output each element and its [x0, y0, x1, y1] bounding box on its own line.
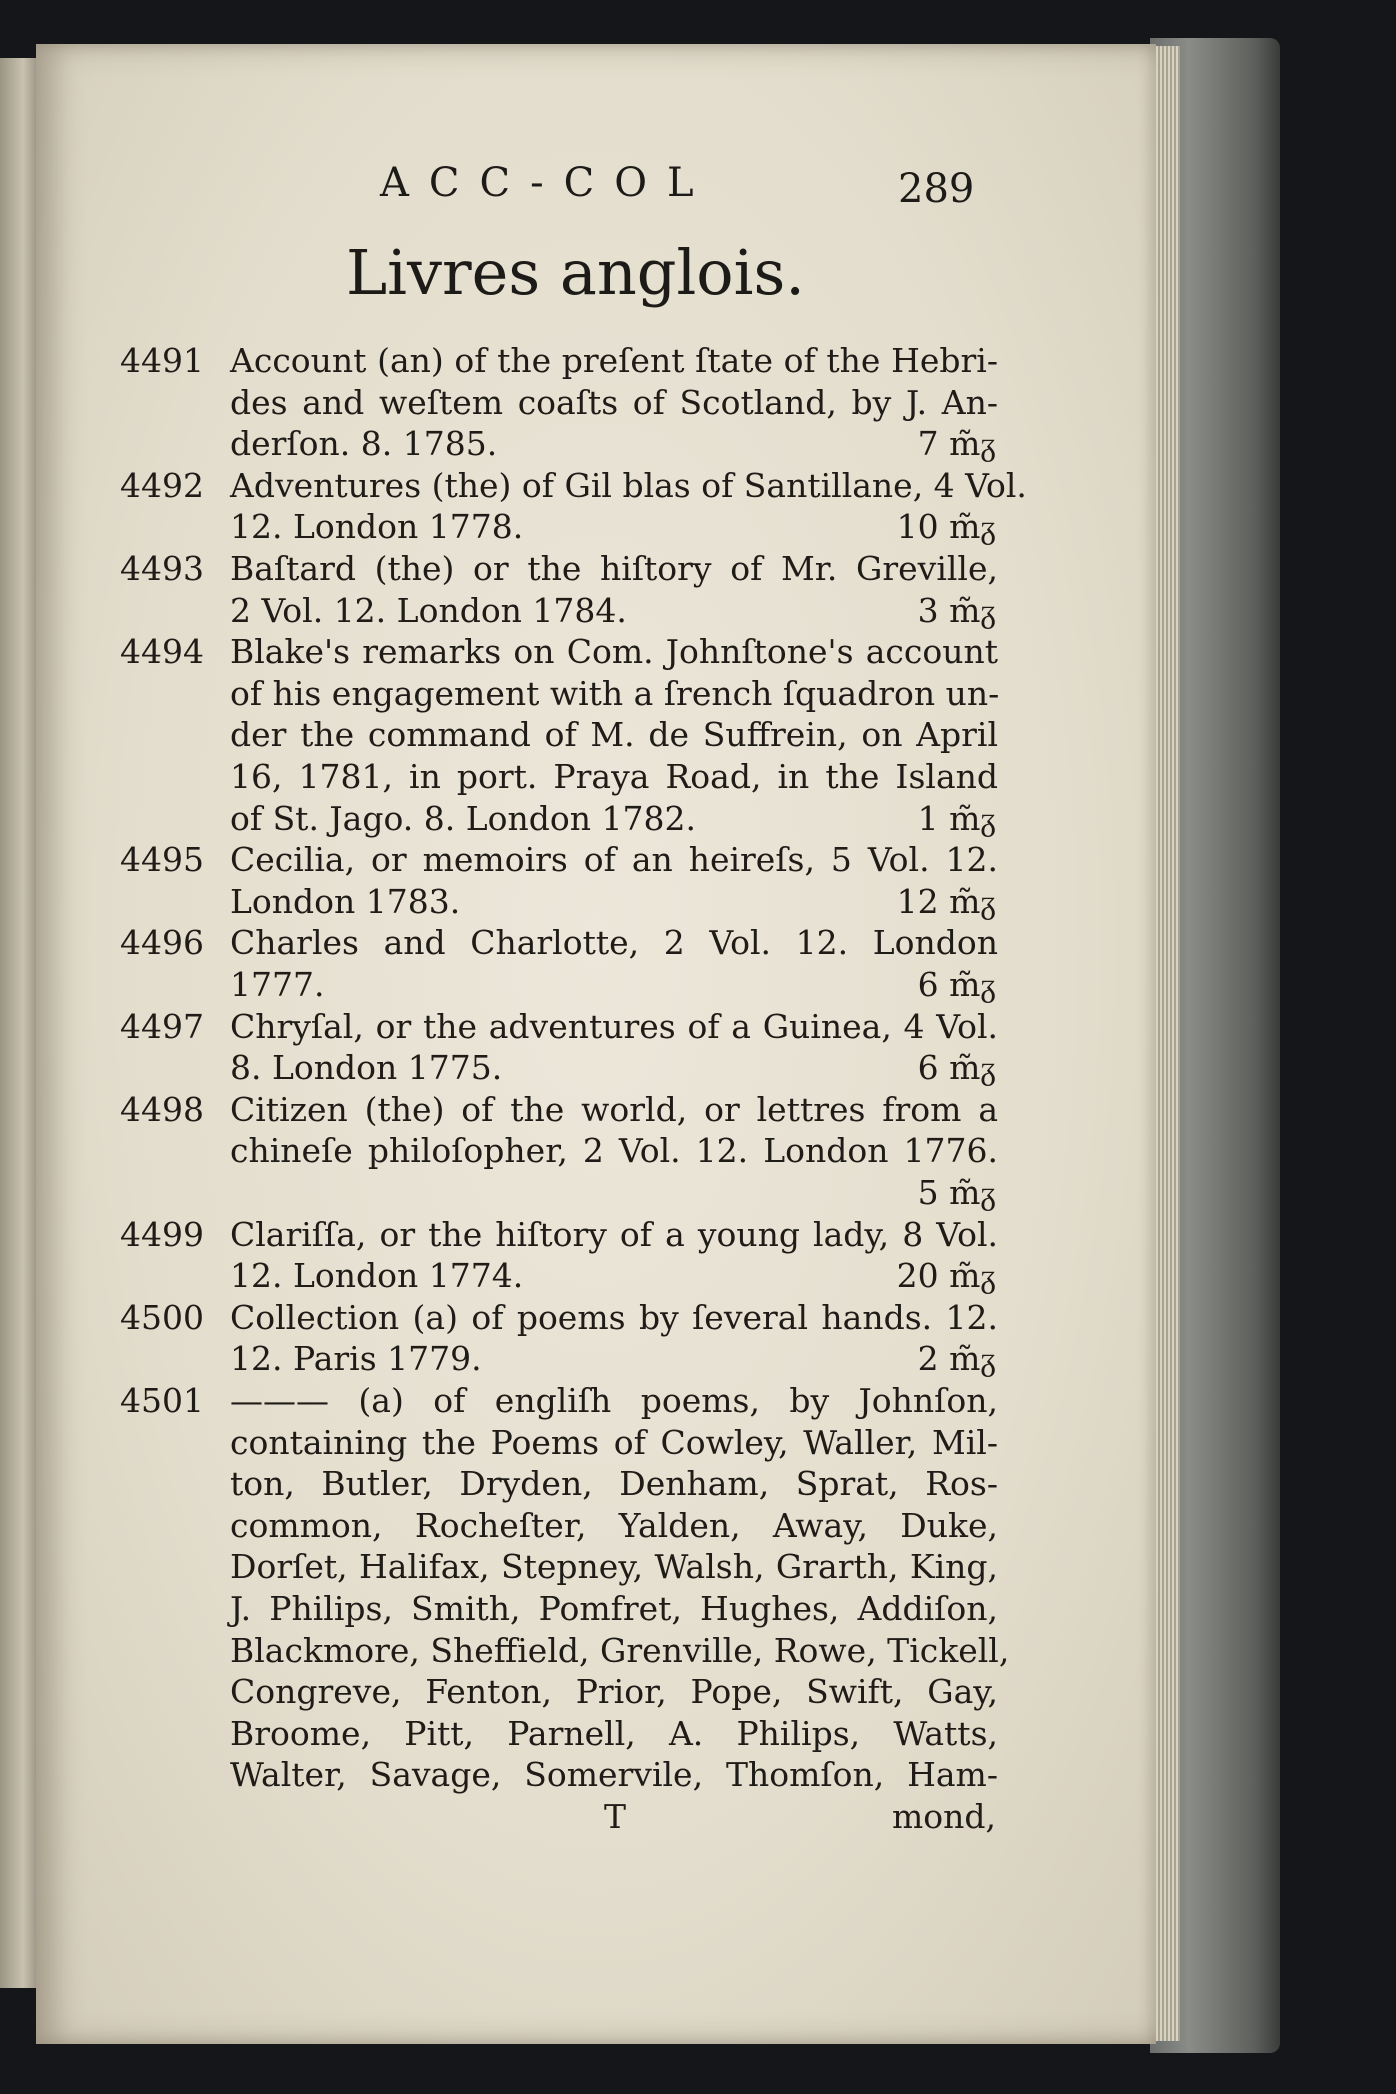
entry-line — [0, 506, 1396, 548]
signature-mark: T — [604, 1797, 627, 1836]
entry-price: 2 m̃ᵹ — [917, 1339, 996, 1379]
entry-line — [0, 465, 1396, 507]
entry-text: ton, Butler, Dryden, Denham, Sprat, Ros- — [230, 1464, 998, 1504]
entry-number: 4494 — [120, 632, 204, 672]
entry-text: des and weſtem coaſts of Scotland, by J. An- — [230, 382, 998, 422]
entry-text: Chryſal, or the adventures of a Guinea, 4 Vol. — [230, 1006, 998, 1046]
entry-line — [0, 1671, 1396, 1713]
page-number: 289 — [898, 166, 975, 212]
entry-line — [0, 1214, 1396, 1256]
entry-line — [0, 1255, 1396, 1297]
entry-price: 6 m̃ᵹ — [917, 1048, 996, 1088]
entry-line — [0, 964, 1396, 1006]
entry-number: 4491 — [120, 341, 204, 380]
footer-line — [0, 1796, 1396, 1838]
entry-line — [0, 1422, 1396, 1464]
entry-text: J. Philips, Smith, Pomfret, Hughes, Addiſon, — [230, 1589, 998, 1628]
entry-number: 4498 — [120, 1089, 204, 1129]
catchword: mond, — [891, 1797, 996, 1836]
entry-text: 12. Paris 1779. — [230, 1339, 482, 1379]
entry-price: 3 m̃ᵹ — [917, 590, 996, 630]
entry-line — [0, 1130, 1396, 1172]
entry-line — [0, 1380, 1396, 1422]
entry-text: Collection (a) of poems by ſeveral hands. 12. — [230, 1297, 998, 1337]
entry-number: 4496 — [120, 923, 204, 963]
entry-text: Walter, Savage, Somervile, Thomſon, Ham- — [230, 1755, 998, 1795]
entry-line — [0, 631, 1396, 673]
entry-line — [0, 1006, 1396, 1048]
entry-text: Account (an) of the preſent ſtate of the Hebri- — [230, 341, 998, 380]
entry-line — [0, 714, 1396, 756]
entry-text: London 1783. — [230, 881, 461, 921]
entry-text: Blake's remarks on Com. Johnſtone's account — [230, 632, 998, 672]
entry-text: 16, 1781, in port. Praya Road, in the Island — [230, 757, 998, 796]
entry-text: Broome, Pitt, Parnell, A. Philips, Watts, — [230, 1713, 998, 1753]
entry-text: Adventures (the) of Gil blas of Santillane, 4 Vol. — [230, 465, 1027, 505]
entry-text: Clariſſa, or the hiſtory of a young lady, 8 Vol. — [230, 1214, 998, 1254]
entry-text: containing the Poems of Cowley, Waller, Mil- — [230, 1422, 998, 1462]
entry-price: 7 m̃ᵹ — [917, 424, 996, 464]
entry-number: 4495 — [120, 840, 204, 880]
entry-line — [0, 1588, 1396, 1630]
entry-text: Blackmore, Sheffield, Grenville, Rowe, Tickell, — [230, 1630, 1010, 1670]
entry-text: derſon. 8. 1785. — [230, 424, 498, 464]
entry-number: 4493 — [120, 549, 204, 588]
entry-line — [0, 1754, 1396, 1796]
entry-text: 12. London 1778. — [230, 507, 524, 547]
section-title: Livres anglois. — [346, 236, 805, 309]
entry-text: common, Rocheſter, Yalden, Away, Duke, — [230, 1505, 998, 1545]
entry-number: 4500 — [120, 1297, 204, 1337]
entry-text: der the command of M. de Suffrein, on April — [230, 715, 998, 755]
entry-line — [0, 1297, 1396, 1339]
entry-text: Cecilia, or memoirs of an heireſs, 5 Vol. 12. — [230, 840, 998, 880]
entry-text: 8. London 1775. — [230, 1048, 503, 1088]
entry-number: 4501 — [120, 1381, 204, 1420]
entry-line — [0, 423, 1396, 465]
entry-price: 10 m̃ᵹ — [896, 507, 996, 547]
entry-line — [0, 1089, 1396, 1131]
entry-line — [0, 590, 1396, 632]
entry-line — [0, 1463, 1396, 1505]
entry-number: 4492 — [120, 465, 204, 505]
entry-price: 20 m̃ᵹ — [896, 1256, 996, 1296]
entry-line — [0, 1505, 1396, 1547]
entry-line — [0, 1630, 1396, 1672]
entry-price: 1 m̃ᵹ — [917, 798, 996, 838]
entry-text: ——— (a) of engliſh poems, by Johnſon, — [230, 1381, 998, 1420]
entry-text: 1777. — [230, 965, 325, 1004]
entry-line — [0, 548, 1396, 590]
entry-text: Baſtard (the) or the hiſtory of Mr. Greville, — [230, 549, 998, 588]
running-head: ACC-COL — [380, 160, 714, 206]
entry-line — [0, 798, 1396, 840]
entry-price: 5 m̃ᵹ — [917, 1173, 996, 1212]
entry-line — [0, 1172, 1396, 1214]
entry-line — [0, 382, 1396, 424]
entry-line — [0, 922, 1396, 964]
entry-text: 2 Vol. 12. London 1784. — [230, 590, 627, 630]
entry-line — [0, 881, 1396, 923]
entry-text: Charles and Charlotte, 2 Vol. 12. London — [230, 923, 998, 963]
entry-line — [0, 1713, 1396, 1755]
entry-line — [0, 839, 1396, 881]
entry-line — [0, 1047, 1396, 1089]
entry-price: 12 m̃ᵹ — [896, 881, 996, 921]
entry-line — [0, 756, 1396, 798]
entry-text: of his engagement with a ſrench ſquadron un- — [230, 673, 1000, 713]
entry-text: Dorſet, Halifax, Stepney, Walsh, Grarth, King, — [230, 1547, 998, 1587]
entry-line — [0, 1338, 1396, 1380]
entry-number: 4497 — [120, 1006, 204, 1046]
entry-text: 12. London 1774. — [230, 1256, 524, 1296]
entry-line — [0, 1546, 1396, 1588]
entry-line — [0, 673, 1396, 715]
entry-text: chineſe philoſopher, 2 Vol. 12. London 1776. — [230, 1131, 998, 1171]
entry-text: Congreve, Fenton, Prior, Pope, Swift, Gay, — [230, 1672, 998, 1712]
entry-price: 6 m̃ᵹ — [917, 965, 996, 1004]
entry-line — [0, 340, 1396, 382]
entry-text: Citizen (the) of the world, or lettres from a — [230, 1089, 998, 1129]
entry-text: of St. Jago. 8. London 1782. — [230, 798, 696, 838]
entry-number: 4499 — [120, 1214, 204, 1254]
